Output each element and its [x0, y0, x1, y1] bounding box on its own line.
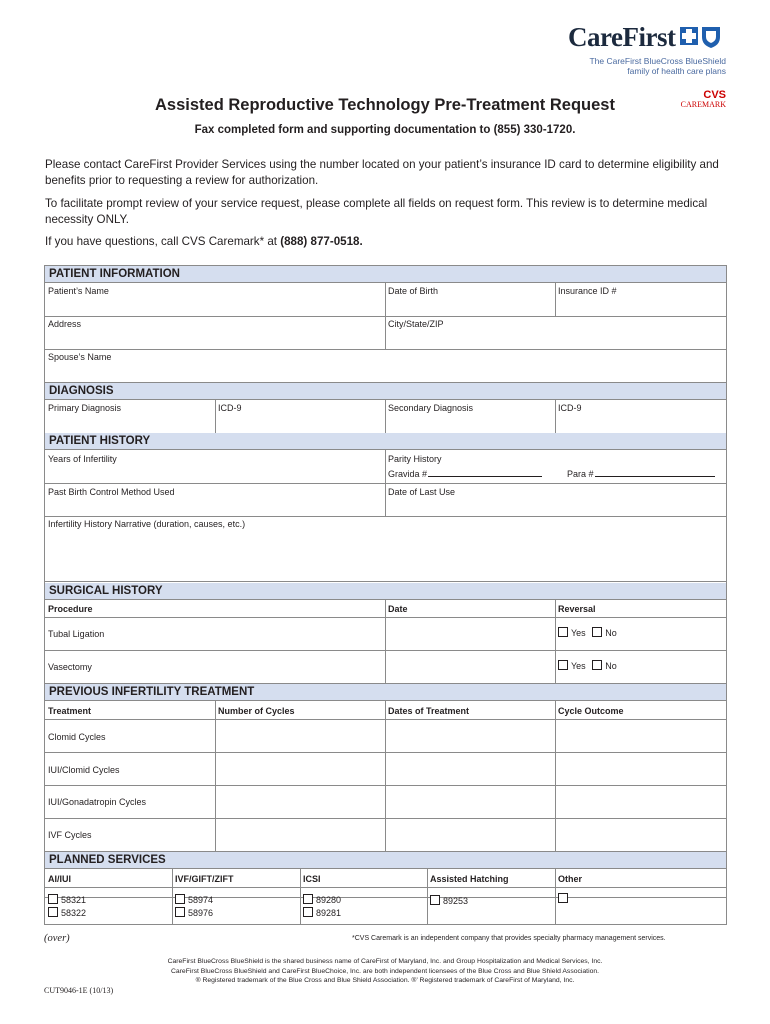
vasectomy-yes-checkbox[interactable]: [558, 660, 568, 670]
other-option[interactable]: [558, 893, 571, 904]
vasectomy-row: Vasectomy: [48, 662, 92, 672]
date-of-birth-field[interactable]: Date of Birth: [388, 286, 439, 296]
icd9-secondary-field[interactable]: ICD-9: [558, 403, 582, 413]
parity-history-label: Parity History: [388, 454, 442, 464]
para-field[interactable]: [567, 469, 715, 479]
cvs-phone: (888) 877-0518.: [280, 235, 363, 248]
caremark-text: CAREMARK: [680, 100, 726, 109]
cvs-disclaimer: *CVS Caremark is an independent company that provides specialty pharmacy management services.: [352, 935, 666, 942]
birth-control-field[interactable]: Past Birth Control Method Used: [48, 487, 175, 497]
yes-label: Yes: [571, 661, 586, 671]
iui-clomid-row: IUI/Clomid Cycles: [48, 765, 120, 775]
intro-paragraph-1: Please contact CareFirst Provider Services using the number located on your patient’s insurance ID card to determine eligibility and benefits prior to requesting a review for authorization.: [45, 158, 719, 187]
ivf-cycles-row: IVF Cycles: [48, 830, 92, 840]
intro-paragraph-2: To facilitate prompt review of your service request, please complete all fields on request form. This review is to determine medical necessity ONLY.: [45, 197, 708, 226]
intro-paragraph-3: [45, 234, 725, 250]
code-89280[interactable]: [303, 894, 341, 905]
section-planned-services: PLANNED SERVICES: [45, 852, 726, 869]
code-label: 58322: [61, 908, 87, 918]
questions-text: If you have questions, call CVS Caremark* at: [45, 235, 281, 248]
gravida-field[interactable]: [388, 469, 542, 479]
yes-label: Yes: [571, 628, 586, 638]
icd9-primary-field[interactable]: ICD-9: [218, 403, 242, 413]
code-label: 58976: [188, 908, 214, 918]
code-label: 58321: [61, 895, 87, 905]
col-ai-iui: AI/IUI: [48, 874, 72, 884]
date-last-use-field[interactable]: Date of Last Use: [388, 487, 456, 497]
years-infertility-field[interactable]: Years of Infertility: [48, 454, 117, 464]
primary-diagnosis-field[interactable]: Primary Diagnosis: [48, 403, 122, 413]
section-diagnosis: DIAGNOSIS: [45, 383, 726, 400]
col-dates-treatment: Dates of Treatment: [388, 706, 470, 716]
col-other: Other: [558, 874, 583, 884]
col-icsi: ICSI: [303, 874, 321, 884]
checkbox-89280[interactable]: [303, 894, 313, 904]
city-state-zip-field[interactable]: City/State/ZIP: [388, 319, 444, 329]
para-label: Para #: [567, 469, 594, 479]
tubal-reversal-options: [558, 627, 617, 638]
code-58974[interactable]: [175, 894, 213, 905]
fax-instruction: Fax completed form and supporting documentation to (855) 330-1720.: [194, 124, 576, 136]
col-number-cycles: Number of Cycles: [218, 706, 295, 716]
col-procedure: Procedure: [48, 604, 93, 614]
cvs-text: CVS: [703, 89, 726, 101]
col-assisted-hatching: Assisted Hatching: [430, 874, 509, 884]
code-58321[interactable]: [48, 894, 86, 905]
planned-codes-row: [44, 896, 727, 925]
code-58322[interactable]: [48, 907, 86, 918]
checkbox-other[interactable]: [558, 893, 568, 903]
checkbox-89253[interactable]: [430, 895, 440, 905]
col-date: Date: [388, 604, 408, 614]
form-title: Assisted Reproductive Technology Pre-Treatment Request: [155, 96, 615, 114]
footer-line-1: CareFirst BlueCross BlueShield is the shared business name of CareFirst of Maryland, Inc. and Group Hospitalization and Medical Services, Inc.: [167, 958, 603, 965]
checkbox-89281[interactable]: [303, 907, 313, 917]
carefirst-tagline: [560, 56, 726, 76]
code-label: 58974: [188, 895, 214, 905]
gravida-label: Gravida #: [388, 469, 428, 479]
clomid-cycles-row: Clomid Cycles: [48, 732, 106, 742]
checkbox-58322[interactable]: [48, 907, 58, 917]
col-ivf-gift-zift: IVF/GIFT/ZIFT: [175, 874, 234, 884]
section-patient-history: PATIENT HISTORY: [45, 433, 726, 450]
iui-gonadatropin-row: IUI/Gonadatropin Cycles: [48, 797, 147, 807]
tagline-line-1: The CareFirst BlueCross BlueShield: [589, 56, 726, 66]
address-field[interactable]: Address: [48, 319, 82, 329]
footer-line-3: ® Registered trademark of the Blue Cross and Blue Shield Association. ®’ Registered trademark of CareFirst of Maryland, Inc.: [195, 977, 575, 984]
checkbox-58321[interactable]: [48, 894, 58, 904]
patient-name-field[interactable]: Patient’s Name: [48, 286, 109, 296]
request-form: [44, 265, 727, 898]
insurance-id-field[interactable]: Insurance ID #: [558, 286, 617, 296]
section-surgical-history: SURGICAL HISTORY: [45, 583, 726, 600]
code-58976[interactable]: [175, 907, 213, 918]
infertility-narrative-field[interactable]: Infertility History Narrative (duration, causes, etc.): [48, 519, 246, 529]
code-89281[interactable]: [303, 907, 341, 918]
tubal-no-checkbox[interactable]: [592, 627, 602, 637]
form-code: CUT9046-1E (10/13): [44, 986, 114, 995]
vasectomy-no-checkbox[interactable]: [592, 660, 602, 670]
no-label: No: [605, 628, 617, 638]
tubal-ligation-row: Tubal Ligation: [48, 629, 105, 639]
section-previous-treatment: PREVIOUS INFERTILITY TREATMENT: [45, 684, 726, 701]
carefirst-logo: CareFirst: [568, 22, 676, 52]
bluecross-blueshield-icon: [678, 24, 722, 48]
over-note: (over): [44, 933, 70, 944]
secondary-diagnosis-field[interactable]: Secondary Diagnosis: [388, 403, 474, 413]
checkbox-58976[interactable]: [175, 907, 185, 917]
col-reversal: Reversal: [558, 604, 596, 614]
spouse-name-field[interactable]: Spouse’s Name: [48, 352, 112, 362]
tubal-yes-checkbox[interactable]: [558, 627, 568, 637]
tagline-line-2: family of health care plans: [627, 66, 726, 76]
no-label: No: [605, 661, 617, 671]
checkbox-58974[interactable]: [175, 894, 185, 904]
code-label: 89253: [443, 896, 469, 906]
code-label: 89281: [316, 908, 342, 918]
code-89253[interactable]: [430, 895, 468, 906]
col-cycle-outcome: Cycle Outcome: [558, 706, 624, 716]
col-treatment: Treatment: [48, 706, 92, 716]
code-label: 89280: [316, 895, 342, 905]
vasectomy-reversal-options: [558, 660, 617, 671]
section-patient-information: PATIENT INFORMATION: [45, 266, 726, 283]
footer-line-2: CareFirst BlueCross BlueShield and CareFirst BlueChoice, Inc. are both independent licensees of the Blue Cross and Blue Shield Association.: [170, 968, 600, 975]
